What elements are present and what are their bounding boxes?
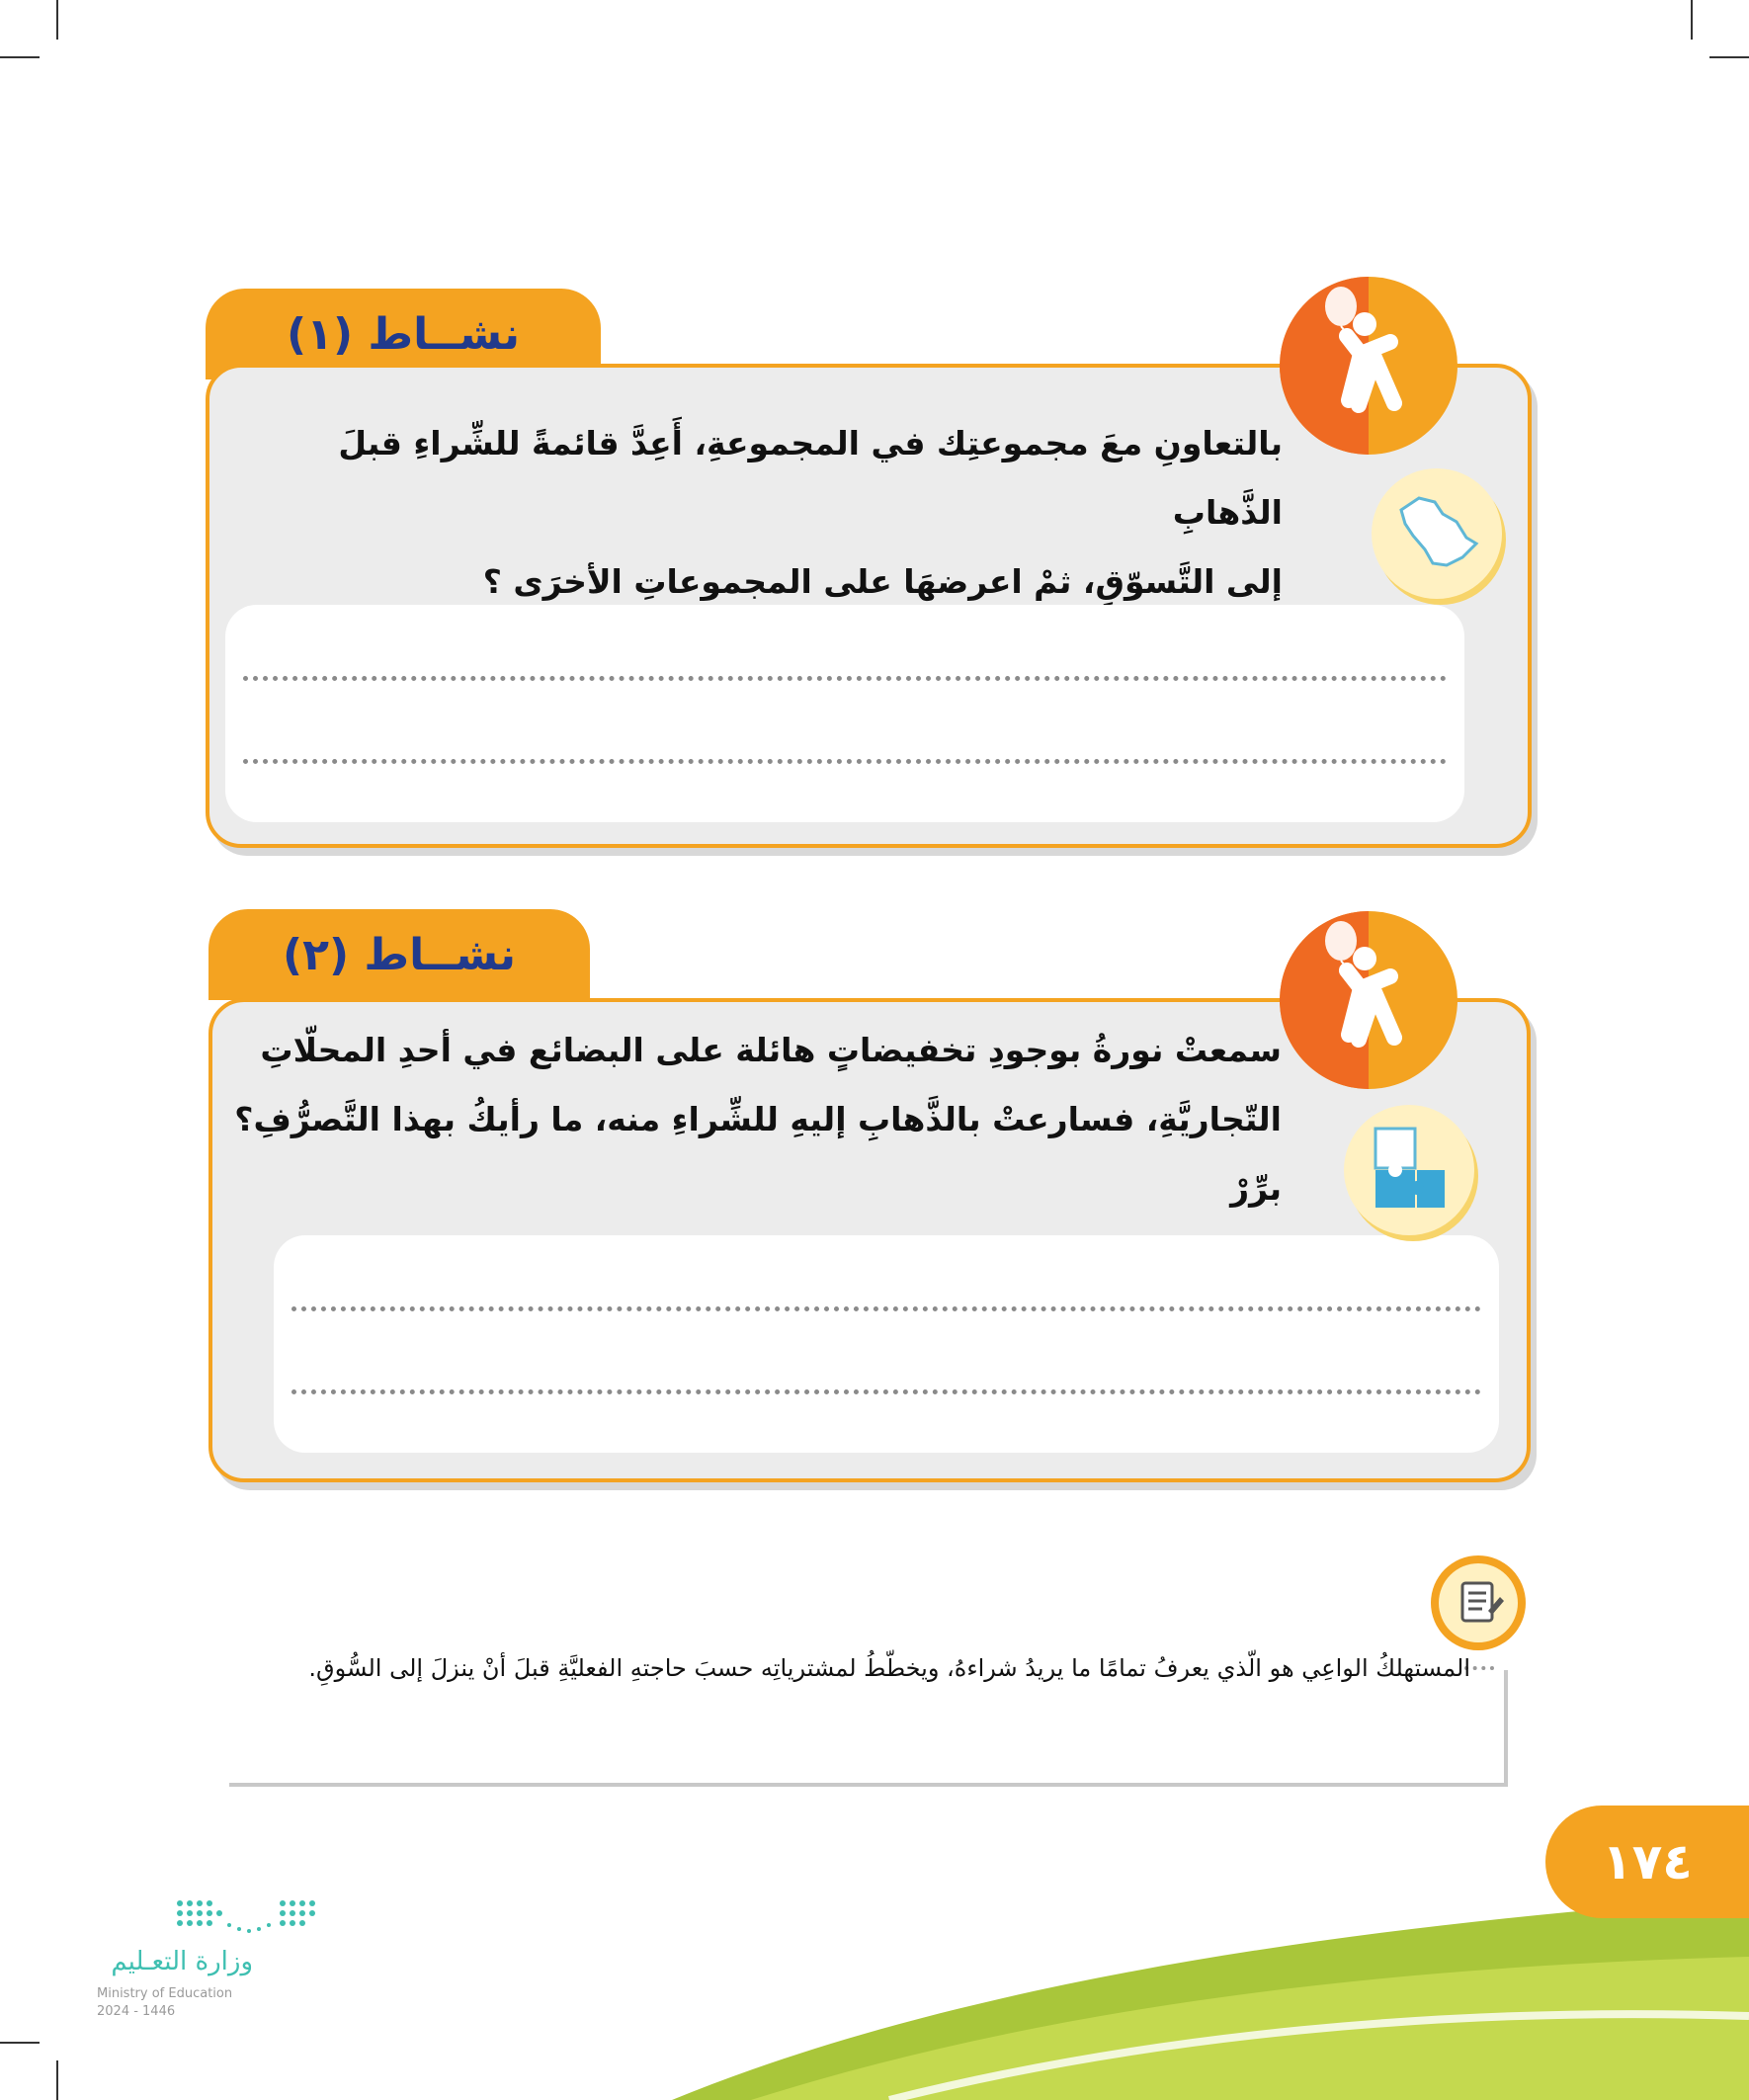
kid-balloon-badge	[1280, 911, 1458, 1089]
ministry-dots-emblem	[172, 1895, 330, 1939]
activity-2-title: نشــاط (٢)	[283, 929, 516, 980]
tip-text: المستهلكُ الواعِي هو الّذي يعرفُ تمامًا ما يريدُ شراءهُ، ويخطّطُ لمشترياتِه حسبَ حاجتهِ الفعليَّةِ قبلَ أنْ ينزلَ إلى السُّوقِ.	[308, 1654, 1470, 1682]
answer-line	[292, 1389, 1481, 1394]
answer-line	[292, 1306, 1481, 1311]
ministry-name-ar: وزارة التعـليم	[111, 1947, 253, 1976]
saudi-map-icon	[1391, 492, 1482, 571]
activity-1-title: نشــاط (١)	[287, 308, 520, 360]
activity-2-tab	[208, 909, 590, 1000]
answer-line	[243, 676, 1447, 681]
activity-2-line-1: سمعتْ نورةُ بوجودِ تخفيضاتٍ هائلة على البضائع في أحدِ المحلّاتِ	[260, 1031, 1282, 1069]
notes-icon	[1427, 1552, 1530, 1654]
page-number-tab	[1545, 1806, 1749, 1918]
crop-mark	[0, 56, 40, 58]
crop-mark	[56, 0, 58, 40]
activity-2-line-2: التّجاريَّةِ، فسارعتْ بالذَّهابِ إليهِ للشِّراءِ منه، ما رأيكُ بهذا التَّصرُّفِ؟ برِّرْ	[234, 1100, 1282, 1208]
activity-1-prompt	[225, 409, 1283, 617]
crop-mark	[0, 2042, 40, 2044]
ministry-year: 2024 - 1446	[97, 2004, 176, 2019]
answer-line	[243, 759, 1447, 764]
activity-1-answer-box[interactable]	[225, 605, 1464, 822]
tip-frame-horizontal	[229, 1783, 1508, 1787]
tip-frame-vertical	[1504, 1670, 1508, 1787]
crop-mark	[56, 2060, 58, 2100]
crop-mark	[1709, 56, 1749, 58]
green-footer-swoosh	[632, 1897, 1749, 2100]
kid-balloon-badge	[1280, 277, 1458, 455]
activity-2-answer-box[interactable]	[274, 1235, 1499, 1453]
ministry-name-en: Ministry of Education	[97, 1986, 233, 2001]
puzzle-icon	[1368, 1123, 1451, 1214]
page-number: ١٧٤	[1602, 1833, 1693, 1890]
activity-1-line-2: إلى التَّسوّقِ، ثمْ اعرضهَا على المجموعاتِ الأخرَى ؟	[482, 562, 1283, 601]
activity-1-line-1: بالتعاونِ معَ مجموعتِك في المجموعةِ، أَعِدَّ قائمةً للشِّراءِ قبلَ الذَّهابِ	[338, 424, 1283, 532]
crop-mark	[1691, 0, 1693, 40]
